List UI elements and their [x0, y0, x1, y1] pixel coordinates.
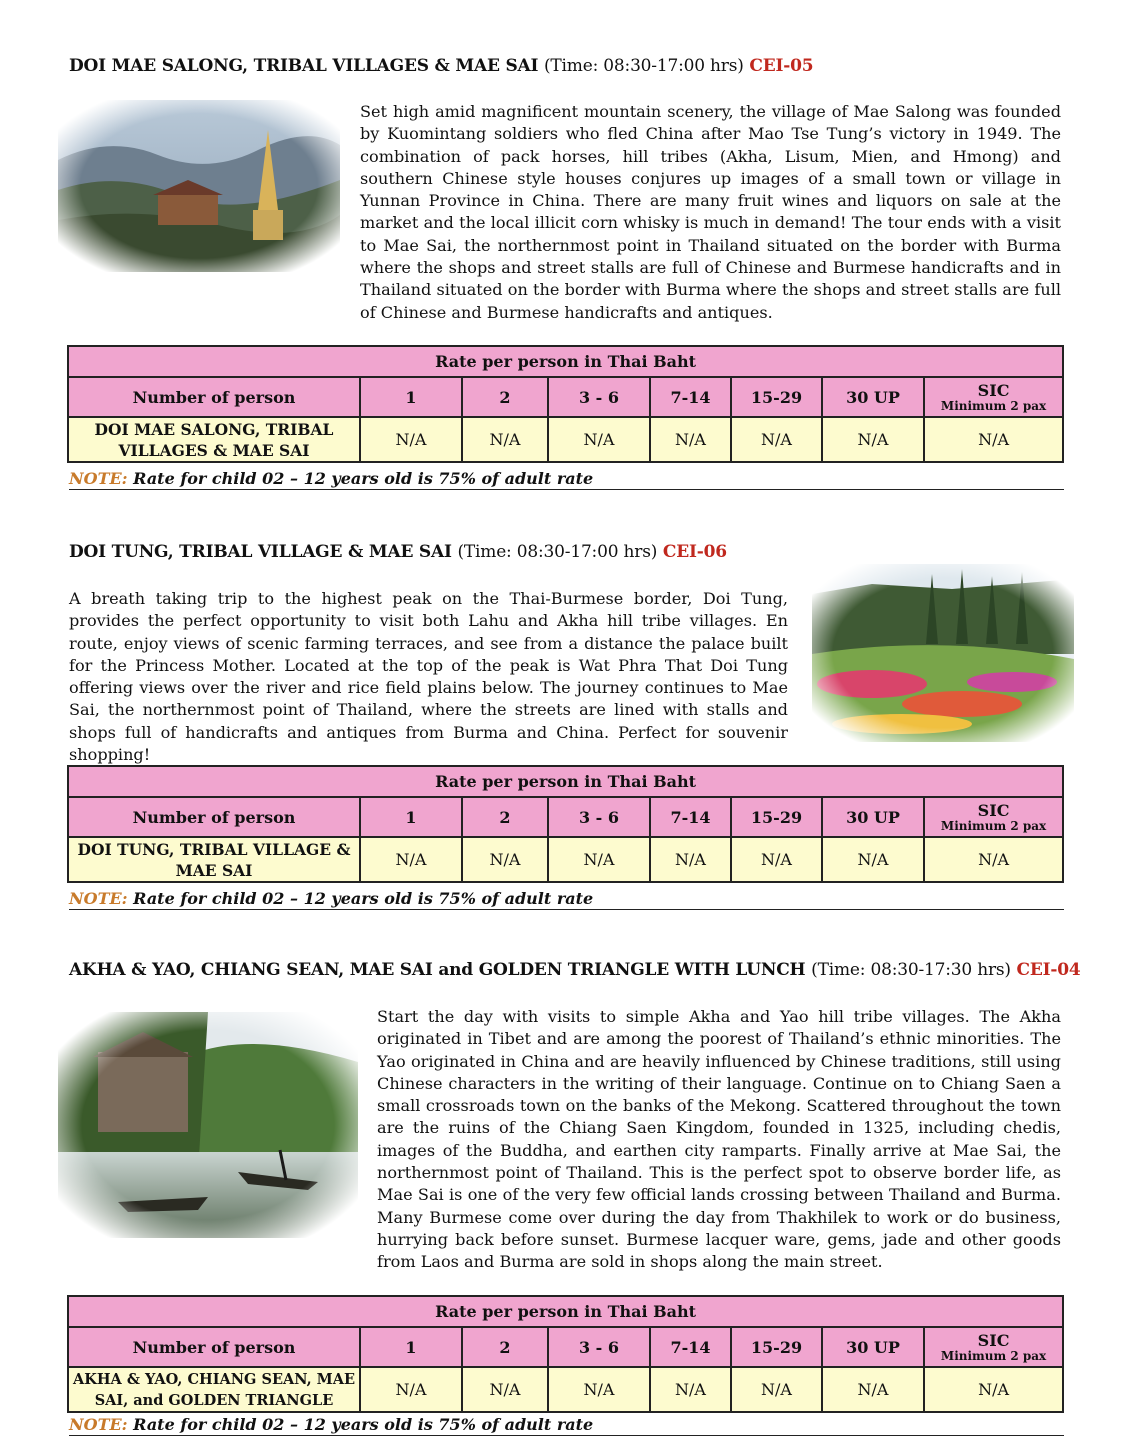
tour-name: DOI TUNG, TRIBAL VILLAGE & MAE SAI — [68, 837, 360, 882]
col-number-of-person: Number of person — [68, 377, 360, 417]
rate-cell: N/A — [462, 1367, 548, 1412]
section-description-cei-05: Set high amid magnificent mountain scenery, the village of Mae Salong was founded by Kuomintang soldiers who fled China after Mao Tse Tung’s victory in 1949. The combination of pack horses, hill tribes (Akha, Lisum, Mien, and Hmong) and southern Chinese style houses conjures up images of a small town or village in Yunnan Province in China. There are many fruit wines and liquors on sale at the market and the local illicit corn whisky is much in demand! The tour ends with a visit to Mae Sai, the northernmost point in Thailand situated on the border with Burma where the shops and street stalls are full of Chinese and Burmese handicrafts and in Thailand situated on the border with Burma where the shops and street stalls are full of Chinese and Burmese handicrafts and antiques. — [360, 102, 1061, 322]
col-30-up: 30 UP — [822, 377, 924, 417]
rate-table-cei-04 — [67, 1295, 1064, 1413]
col-3-6: 3 - 6 — [548, 377, 650, 417]
col-2: 2 — [462, 797, 548, 837]
rate-header: Rate per person in Thai Baht — [68, 766, 1063, 797]
rate-cell: N/A — [731, 837, 822, 882]
col-sic: SIC Minimum 2 pax — [924, 1327, 1063, 1367]
mae-salong-pagoda-photo — [58, 100, 340, 272]
col-3-6: 3 - 6 — [548, 1327, 650, 1367]
rate-cell: N/A — [462, 417, 548, 462]
rate-table-cei-05 — [67, 345, 1064, 463]
rate-cell: N/A — [462, 837, 548, 882]
col-15-29: 15-29 — [731, 377, 822, 417]
rate-cell: N/A — [924, 1367, 1063, 1412]
rate-cell: N/A — [360, 1367, 462, 1412]
col-7-14: 7-14 — [650, 797, 731, 837]
col-number-of-person: Number of person — [68, 797, 360, 837]
rate-cell: N/A — [548, 1367, 650, 1412]
col-1: 1 — [360, 797, 462, 837]
col-7-14: 7-14 — [650, 1327, 731, 1367]
col-number-of-person: Number of person — [68, 1327, 360, 1367]
col-15-29: 15-29 — [731, 797, 822, 837]
section-title-cei-04: AKHA & YAO, CHIANG SEAN, MAE SAI and GOLDEN TRIANGLE WITH LUNCH (Time: 08:30-17:30 hrs) CEI-04 — [69, 960, 1081, 980]
col-3-6: 3 - 6 — [548, 797, 650, 837]
col-30-up: 30 UP — [822, 1327, 924, 1367]
child-rate-note: NOTE: Rate for child 02 – 12 years old is 75% of adult rate — [69, 889, 1064, 910]
tour-name: AKHA & YAO, CHIANG SEAN, MAE SAI, and GOLDEN TRIANGLE — [68, 1367, 360, 1412]
rate-header: Rate per person in Thai Baht — [68, 346, 1063, 377]
child-rate-note: NOTE: Rate for child 02 – 12 years old is 75% of adult rate — [69, 469, 1064, 490]
col-2: 2 — [462, 1327, 548, 1367]
rate-cell: N/A — [822, 837, 924, 882]
rate-cell: N/A — [650, 1367, 731, 1412]
col-15-29: 15-29 — [731, 1327, 822, 1367]
col-sic: SIC Minimum 2 pax — [924, 797, 1063, 837]
rate-cell: N/A — [731, 417, 822, 462]
tour-name: DOI MAE SALONG, TRIBAL VILLAGES & MAE SAI — [68, 417, 360, 462]
doi-tung-garden-photo — [812, 564, 1074, 742]
rate-cell: N/A — [360, 837, 462, 882]
col-1: 1 — [360, 1327, 462, 1367]
rate-cell: N/A — [650, 417, 731, 462]
section-title-cei-06: DOI TUNG, TRIBAL VILLAGE & MAE SAI (Time: 08:30-17:00 hrs) CEI-06 — [69, 542, 727, 562]
section-title-cei-05: DOI MAE SALONG, TRIBAL VILLAGES & MAE SAI (Time: 08:30-17:00 hrs) CEI-05 — [69, 56, 814, 76]
rate-table-cei-06 — [67, 765, 1064, 883]
rate-cell: N/A — [822, 417, 924, 462]
river-village-photo — [58, 1012, 358, 1238]
rate-cell: N/A — [822, 1367, 924, 1412]
rate-cell: N/A — [548, 417, 650, 462]
rate-cell: N/A — [924, 837, 1063, 882]
section-description-cei-04: Start the day with visits to simple Akha and Yao hill tribe villages. The Akha originated in Tibet and are among the poorest of Thailand’s ethnic minorities. The Yao originated in China and are heavily influenced by Chinese traditions, still using Chinese characters in the writing of their language. Continue on to Chiang Saen a small crossroads town on the banks of the Mekong. Scattered throughout the town are the ruins of the Chiang Saen Kingdom, founded in 1325, including chedis, images of the Buddha, and earthen city ramparts. Finally arrive at Mae Sai, the northernmost point of Thailand. This is the perfect spot to observe border life, as Mae Sai is one of the very few official lands crossing between Thailand and Burma. Many Burmese come over during the day from Thakhilek to work or do business, hurrying back before sunset. Burmese lacquer ware, gems, jade and other goods from Laos and Burma are sold in shops along the main street. — [377, 1007, 1061, 1272]
rate-cell: N/A — [650, 837, 731, 882]
col-sic: SIC Minimum 2 pax — [924, 377, 1063, 417]
col-7-14: 7-14 — [650, 377, 731, 417]
section-description-cei-06: A breath taking trip to the highest peak on the Thai-Burmese border, Doi Tung, provides the perfect opportunity to visit both Lahu and Akha hill tribe villages. En route, enjoy views of scenic farming terraces, and see from a distance the palace built for the Princess Mother. Located at the top of the peak is Wat Phra That Doi Tung offering views over the river and rice field plains below. The journey continues to Mae Sai, the northernmost point of Thailand, where the streets are lined with stalls and shops full of handicrafts and antiques from Burma and China. Perfect for souvenir shopping! — [69, 589, 788, 765]
col-1: 1 — [360, 377, 462, 417]
rate-cell: N/A — [731, 1367, 822, 1412]
child-rate-note: NOTE: Rate for child 02 – 12 years old is 75% of adult rate — [69, 1415, 1064, 1436]
rate-cell: N/A — [360, 417, 462, 462]
rate-cell: N/A — [548, 837, 650, 882]
rate-cell: N/A — [924, 417, 1063, 462]
col-30-up: 30 UP — [822, 797, 924, 837]
rate-header: Rate per person in Thai Baht — [68, 1296, 1063, 1327]
col-2: 2 — [462, 377, 548, 417]
